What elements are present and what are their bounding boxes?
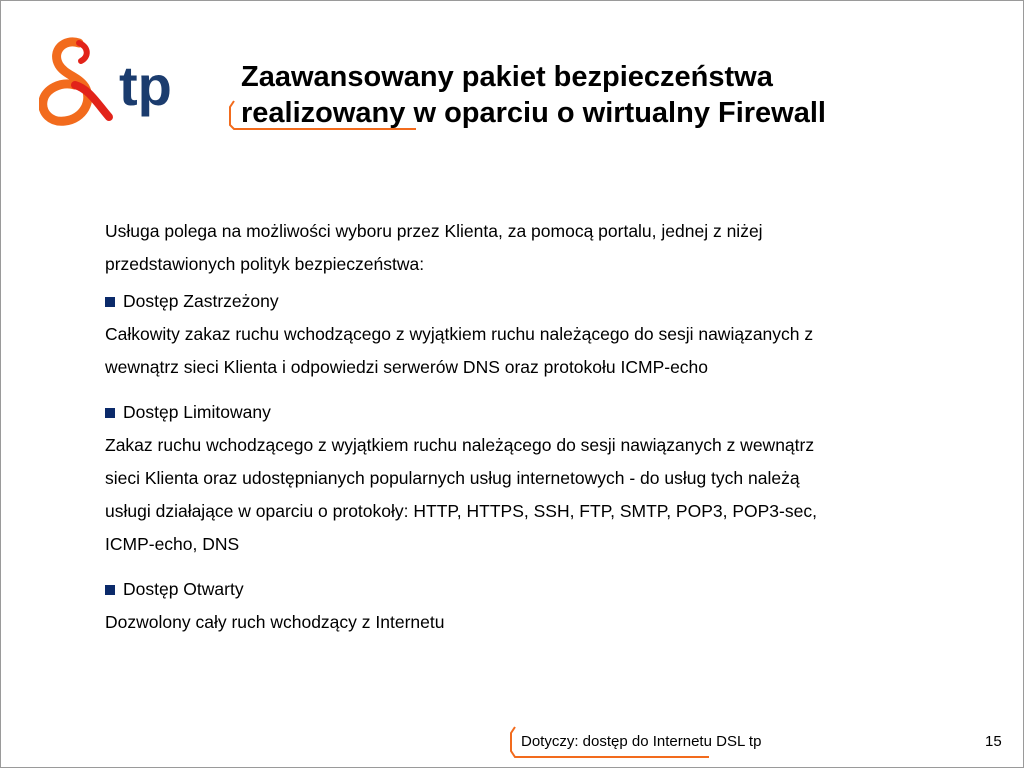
- title-accent-bracket: [226, 99, 416, 131]
- policy-description-line: wewnątrz sieci Klienta i odpowiedzi serwerów DNS oraz protokołu ICMP-echo: [105, 357, 709, 377]
- title-line-1: Zaawansowany pakiet bezpieczeństwa: [241, 61, 773, 93]
- intro-line-2: przedstawionych polityk bezpieczeństwa:: [105, 254, 425, 274]
- slide-content: [105, 215, 935, 651]
- policy-description-line: sieci Klienta oraz udostępnianych popularnych usług internetowych - do usług tych należą: [105, 468, 800, 488]
- policy-description-line: ICMP-echo, DNS: [105, 534, 240, 554]
- bullet-square-icon: [105, 585, 115, 595]
- policy-heading: Dostęp Limitowany: [123, 402, 271, 422]
- footer-text: Dotyczy: dostęp do Internetu DSL tp: [521, 733, 762, 750]
- policy-open: [105, 573, 935, 639]
- intro-line-1: Usługa polega na możliwości wyboru przez Klienta, za pomocą portalu, jednej z niżej: [105, 221, 763, 241]
- page-number: 15: [985, 733, 1002, 750]
- logo-text: tp: [119, 54, 172, 117]
- title-line-2: realizowany w oparciu o wirtualny Firewall: [241, 97, 826, 129]
- policy-limited: [105, 396, 935, 561]
- policy-heading: Dostęp Otwarty: [123, 579, 244, 599]
- policy-heading: Dostęp Zastrzeżony: [123, 291, 279, 311]
- policy-description-line: Dozwolony cały ruch wchodzący z Internetu: [105, 612, 445, 632]
- policy-description-line: usługi działające w oparciu o protokoły: HTTP, HTTPS, SSH, FTP, SMTP, POP3, POP3-sec,: [105, 501, 817, 521]
- policy-description-line: Całkowity zakaz ruchu wchodzącego z wyjątkiem ruchu należącego do sesji nawiązanych z: [105, 324, 814, 344]
- bullet-square-icon: [105, 408, 115, 418]
- tp-logo: [39, 33, 189, 133]
- policy-description-line: Zakaz ruchu wchodzącego z wyjątkiem ruchu należącego do sesji nawiązanych z wewnątrz: [105, 435, 815, 455]
- bullet-square-icon: [105, 297, 115, 307]
- policy-restricted: [105, 285, 935, 384]
